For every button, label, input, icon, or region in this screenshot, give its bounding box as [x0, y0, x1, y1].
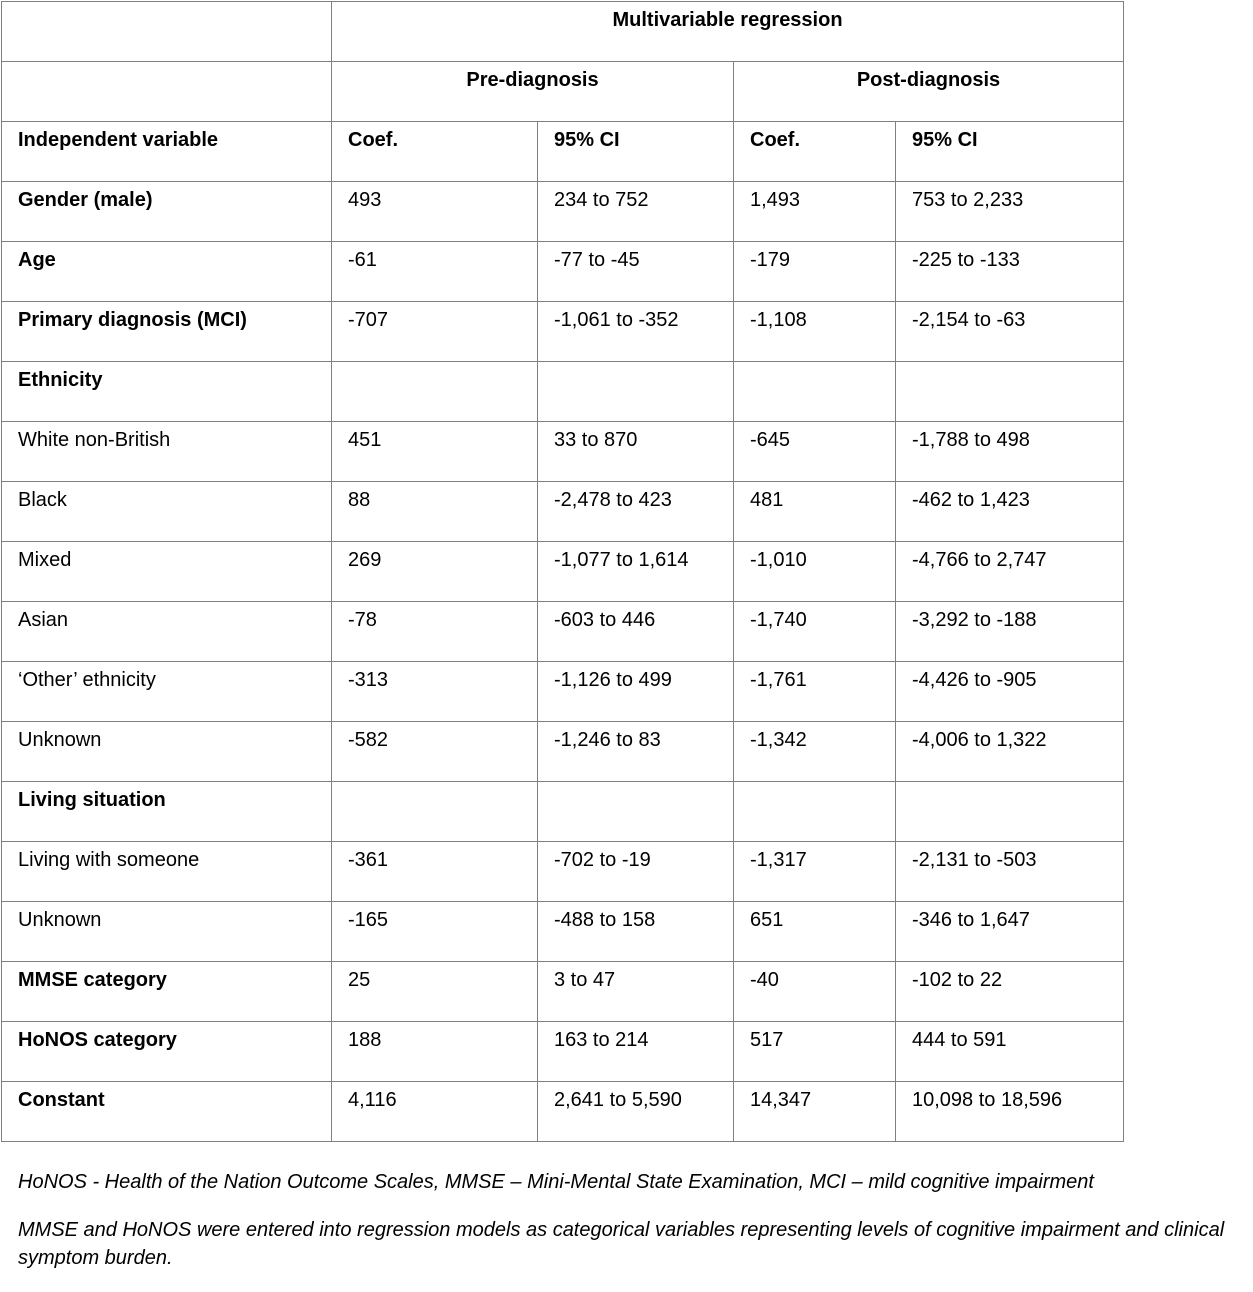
header-row-group: [2, 2, 1124, 62]
variable-cell: [2, 182, 332, 242]
variable-cell: [2, 1022, 332, 1082]
coef-pre-value: -313: [348, 669, 389, 691]
table-row: [2, 362, 1124, 422]
header-variable-label: Independent variable: [18, 129, 219, 151]
ci-pre-value: -1,061 to -352: [554, 309, 679, 331]
ci-pre-cell: [538, 362, 734, 422]
header-group-cell: [332, 2, 1124, 62]
coef-post-cell: [734, 242, 896, 302]
coef-post-value: -1,317: [750, 849, 807, 871]
ci-post-value: 444 to 591: [912, 1029, 1007, 1051]
coef-pre-value: [348, 362, 537, 370]
coef-pre-value: -165: [348, 909, 389, 931]
coef-pre-value: -78: [348, 609, 377, 631]
coef-post-value: 651: [750, 909, 784, 931]
table-row: [2, 782, 1124, 842]
coef-pre-cell: [332, 722, 538, 782]
coef-post-value: 1,493: [750, 189, 801, 211]
coef-pre-value: 4,116: [348, 1089, 397, 1111]
coef-post-cell: [734, 602, 896, 662]
variable-cell: [2, 962, 332, 1022]
ci-post-value: 753 to 2,233: [912, 189, 1024, 211]
variable-label: ‘Other’ ethnicity: [18, 669, 156, 691]
coef-post-value: -1,010: [750, 549, 807, 571]
ci-pre-cell: [538, 482, 734, 542]
regression-table: [1, 1, 1124, 1142]
coef-pre-cell: [332, 962, 538, 1022]
variable-label: Unknown: [18, 909, 102, 931]
table-row: [2, 542, 1124, 602]
table-row: [2, 242, 1124, 302]
coef-pre-value: 493: [348, 189, 382, 211]
coef-post-cell: [734, 542, 896, 602]
coef-pre-cell: [332, 482, 538, 542]
table-row: [2, 602, 1124, 662]
variable-label: White non-British: [18, 429, 171, 451]
ci-post-cell: [896, 302, 1124, 362]
header-group-label: Multivariable regression: [612, 9, 843, 31]
variable-label: Black: [18, 489, 67, 511]
coef-post-cell: [734, 362, 896, 422]
ci-post-value: -1,788 to 498: [912, 429, 1030, 451]
header-ci-pre-label: 95% CI: [554, 129, 620, 151]
coef-pre-cell: [332, 362, 538, 422]
ci-pre-value: -1,077 to 1,614: [554, 549, 689, 571]
ci-post-value: -462 to 1,423: [912, 489, 1030, 511]
coef-pre-cell: [332, 782, 538, 842]
coef-post-cell: [734, 1082, 896, 1142]
variable-label: Mixed: [18, 549, 72, 571]
ci-post-value: -346 to 1,647: [912, 909, 1030, 931]
variable-label: Age: [18, 249, 56, 271]
coef-pre-value: -582: [348, 729, 389, 751]
coef-pre-value: 25: [348, 969, 371, 991]
table-row: [2, 842, 1124, 902]
coef-post-value: -1,108: [750, 309, 807, 331]
variable-label: Living with someone: [18, 849, 200, 871]
coef-pre-value: -61: [348, 249, 377, 271]
table-row: [2, 962, 1124, 1022]
coef-pre-cell: [332, 542, 538, 602]
ci-pre-value: 3 to 47: [554, 969, 616, 991]
header-ci-post-label: 95% CI: [912, 129, 978, 151]
table-row: [2, 1022, 1124, 1082]
coef-post-value: 481: [750, 489, 784, 511]
ci-pre-cell: [538, 902, 734, 962]
ci-post-cell: [896, 602, 1124, 662]
ci-post-value: 10,098 to 18,596: [912, 1089, 1063, 1111]
header-pre-cell: [332, 62, 734, 122]
coef-post-cell: [734, 482, 896, 542]
coef-post-cell: [734, 902, 896, 962]
ci-post-value: -3,292 to -188: [912, 609, 1037, 631]
ci-pre-value: -603 to 446: [554, 609, 656, 631]
ci-post-value: [912, 782, 1123, 790]
header-coef-pre-label: Coef.: [348, 129, 398, 151]
ci-post-value: [912, 362, 1123, 370]
coef-post-value: 14,347: [750, 1089, 812, 1111]
ci-pre-value: 2,641 to 5,590: [554, 1089, 682, 1111]
header-coef-post-cell: [734, 122, 896, 182]
coef-post-value: -40: [750, 969, 779, 991]
ci-pre-cell: [538, 182, 734, 242]
coef-post-cell: [734, 722, 896, 782]
coef-pre-cell: [332, 842, 538, 902]
ci-pre-cell: [538, 422, 734, 482]
variable-cell: [2, 902, 332, 962]
coef-post-value: -179: [750, 249, 791, 271]
coef-post-value: -645: [750, 429, 791, 451]
ci-post-cell: [896, 242, 1124, 302]
coef-pre-value: 88: [348, 489, 371, 511]
variable-cell: [2, 842, 332, 902]
coef-pre-cell: [332, 1022, 538, 1082]
categorical-note: MMSE and HoNOS were entered into regression models as categorical variables representing levels of cognitive impairment and clinical symptom burden.: [18, 1219, 1225, 1269]
coef-post-cell: [734, 842, 896, 902]
ci-pre-value: 234 to 752: [554, 189, 649, 211]
ci-pre-cell: [538, 602, 734, 662]
coef-post-value: -1,740: [750, 609, 807, 631]
ci-post-value: -225 to -133: [912, 249, 1020, 271]
coef-post-cell: [734, 182, 896, 242]
ci-post-value: -4,426 to -905: [912, 669, 1037, 691]
ci-post-cell: [896, 422, 1124, 482]
header-variable-cell: [2, 122, 332, 182]
variable-cell: [2, 362, 332, 422]
table-row: [2, 182, 1124, 242]
coef-pre-cell: [332, 902, 538, 962]
variable-cell: [2, 242, 332, 302]
coef-pre-value: 188: [348, 1029, 382, 1051]
table-row: [2, 302, 1124, 362]
coef-pre-cell: [332, 302, 538, 362]
table-notes: [18, 1168, 1253, 1292]
coef-pre-cell: [332, 602, 538, 662]
coef-pre-cell: [332, 242, 538, 302]
variable-label: Asian: [18, 609, 69, 631]
header-row-columns: [2, 122, 1124, 182]
ci-pre-cell: [538, 662, 734, 722]
ci-post-value: -4,006 to 1,322: [912, 729, 1047, 751]
variable-cell: [2, 482, 332, 542]
table-row: [2, 482, 1124, 542]
coef-post-value: [750, 782, 895, 790]
table-row: [2, 422, 1124, 482]
ci-post-value: -2,131 to -503: [912, 849, 1037, 871]
ci-pre-value: 33 to 870: [554, 429, 638, 451]
variable-label: Unknown: [18, 729, 102, 751]
variable-cell: [2, 542, 332, 602]
coef-pre-cell: [332, 662, 538, 722]
variable-cell: [2, 722, 332, 782]
variable-cell: [2, 602, 332, 662]
coef-post-cell: [734, 302, 896, 362]
variable-label: Living situation: [18, 789, 166, 811]
ci-post-value: -4,766 to 2,747: [912, 549, 1047, 571]
coef-pre-cell: [332, 422, 538, 482]
coef-post-value: [750, 362, 895, 370]
variable-label: HoNOS category: [18, 1029, 177, 1051]
header-post-label: Post-diagnosis: [856, 69, 1001, 91]
abbreviations-note: HoNOS - Health of the Nation Outcome Scales, MMSE – Mini-Mental State Examination, MCI – mild cognitive impairment: [18, 1171, 1094, 1193]
ci-pre-cell: [538, 1082, 734, 1142]
variable-label: Gender (male): [18, 189, 153, 211]
variable-label: Constant: [18, 1089, 105, 1111]
header-coef-pre-cell: [332, 122, 538, 182]
coef-pre-value: 269: [348, 549, 382, 571]
ci-post-cell: [896, 362, 1124, 422]
ci-pre-cell: [538, 242, 734, 302]
ci-pre-value: -488 to 158: [554, 909, 656, 931]
ci-post-value: -102 to 22: [912, 969, 1003, 991]
coef-pre-value: -707: [348, 309, 389, 331]
coef-post-value: -1,761: [750, 669, 807, 691]
header-pre-label: Pre-diagnosis: [466, 69, 599, 91]
variable-label: MMSE category: [18, 969, 167, 991]
ci-pre-cell: [538, 962, 734, 1022]
coef-post-value: -1,342: [750, 729, 807, 751]
coef-pre-value: [348, 782, 537, 790]
variable-cell: [2, 782, 332, 842]
coef-post-cell: [734, 782, 896, 842]
ci-post-value: -2,154 to -63: [912, 309, 1026, 331]
coef-pre-cell: [332, 182, 538, 242]
coef-post-cell: [734, 422, 896, 482]
variable-cell: [2, 1082, 332, 1142]
variable-cell: [2, 662, 332, 722]
ci-pre-cell: [538, 842, 734, 902]
ci-pre-value: -2,478 to 423: [554, 489, 672, 511]
coef-pre-cell: [332, 1082, 538, 1142]
ci-post-cell: [896, 722, 1124, 782]
variable-cell: [2, 302, 332, 362]
table-row: [2, 1082, 1124, 1142]
ci-pre-value: 163 to 214: [554, 1029, 649, 1051]
coef-post-value: 517: [750, 1029, 784, 1051]
ci-post-cell: [896, 182, 1124, 242]
variable-label: Primary diagnosis (MCI): [18, 309, 247, 331]
ci-post-cell: [896, 902, 1124, 962]
header-row-period: [2, 62, 1124, 122]
header-empty-cell: [2, 2, 332, 62]
table-row: [2, 902, 1124, 962]
coef-pre-value: 451: [348, 429, 382, 451]
coef-post-cell: [734, 662, 896, 722]
table-row: [2, 662, 1124, 722]
ci-post-cell: [896, 482, 1124, 542]
ci-post-cell: [896, 542, 1124, 602]
ci-pre-cell: [538, 542, 734, 602]
ci-pre-cell: [538, 722, 734, 782]
ci-pre-cell: [538, 782, 734, 842]
regression-table-body: [2, 2, 1124, 1142]
ci-pre-value: -1,246 to 83: [554, 729, 661, 751]
ci-pre-cell: [538, 1022, 734, 1082]
ci-post-cell: [896, 662, 1124, 722]
header-ci-post-cell: [896, 122, 1124, 182]
ci-post-cell: [896, 782, 1124, 842]
ci-post-cell: [896, 1082, 1124, 1142]
ci-pre-value: -702 to -19: [554, 849, 651, 871]
coef-pre-value: -361: [348, 849, 389, 871]
header-empty-cell: [2, 62, 332, 122]
header-post-cell: [734, 62, 1124, 122]
variable-label: Ethnicity: [18, 369, 103, 391]
ci-pre-value: [554, 362, 733, 370]
coef-post-cell: [734, 1022, 896, 1082]
ci-post-cell: [896, 1022, 1124, 1082]
coef-post-cell: [734, 962, 896, 1022]
ci-pre-value: -1,126 to 499: [554, 669, 672, 691]
ci-pre-value: -77 to -45: [554, 249, 640, 271]
header-coef-post-label: Coef.: [750, 129, 800, 151]
ci-post-cell: [896, 962, 1124, 1022]
header-ci-pre-cell: [538, 122, 734, 182]
ci-pre-value: [554, 782, 733, 790]
variable-cell: [2, 422, 332, 482]
table-row: [2, 722, 1124, 782]
ci-post-cell: [896, 842, 1124, 902]
ci-pre-cell: [538, 302, 734, 362]
